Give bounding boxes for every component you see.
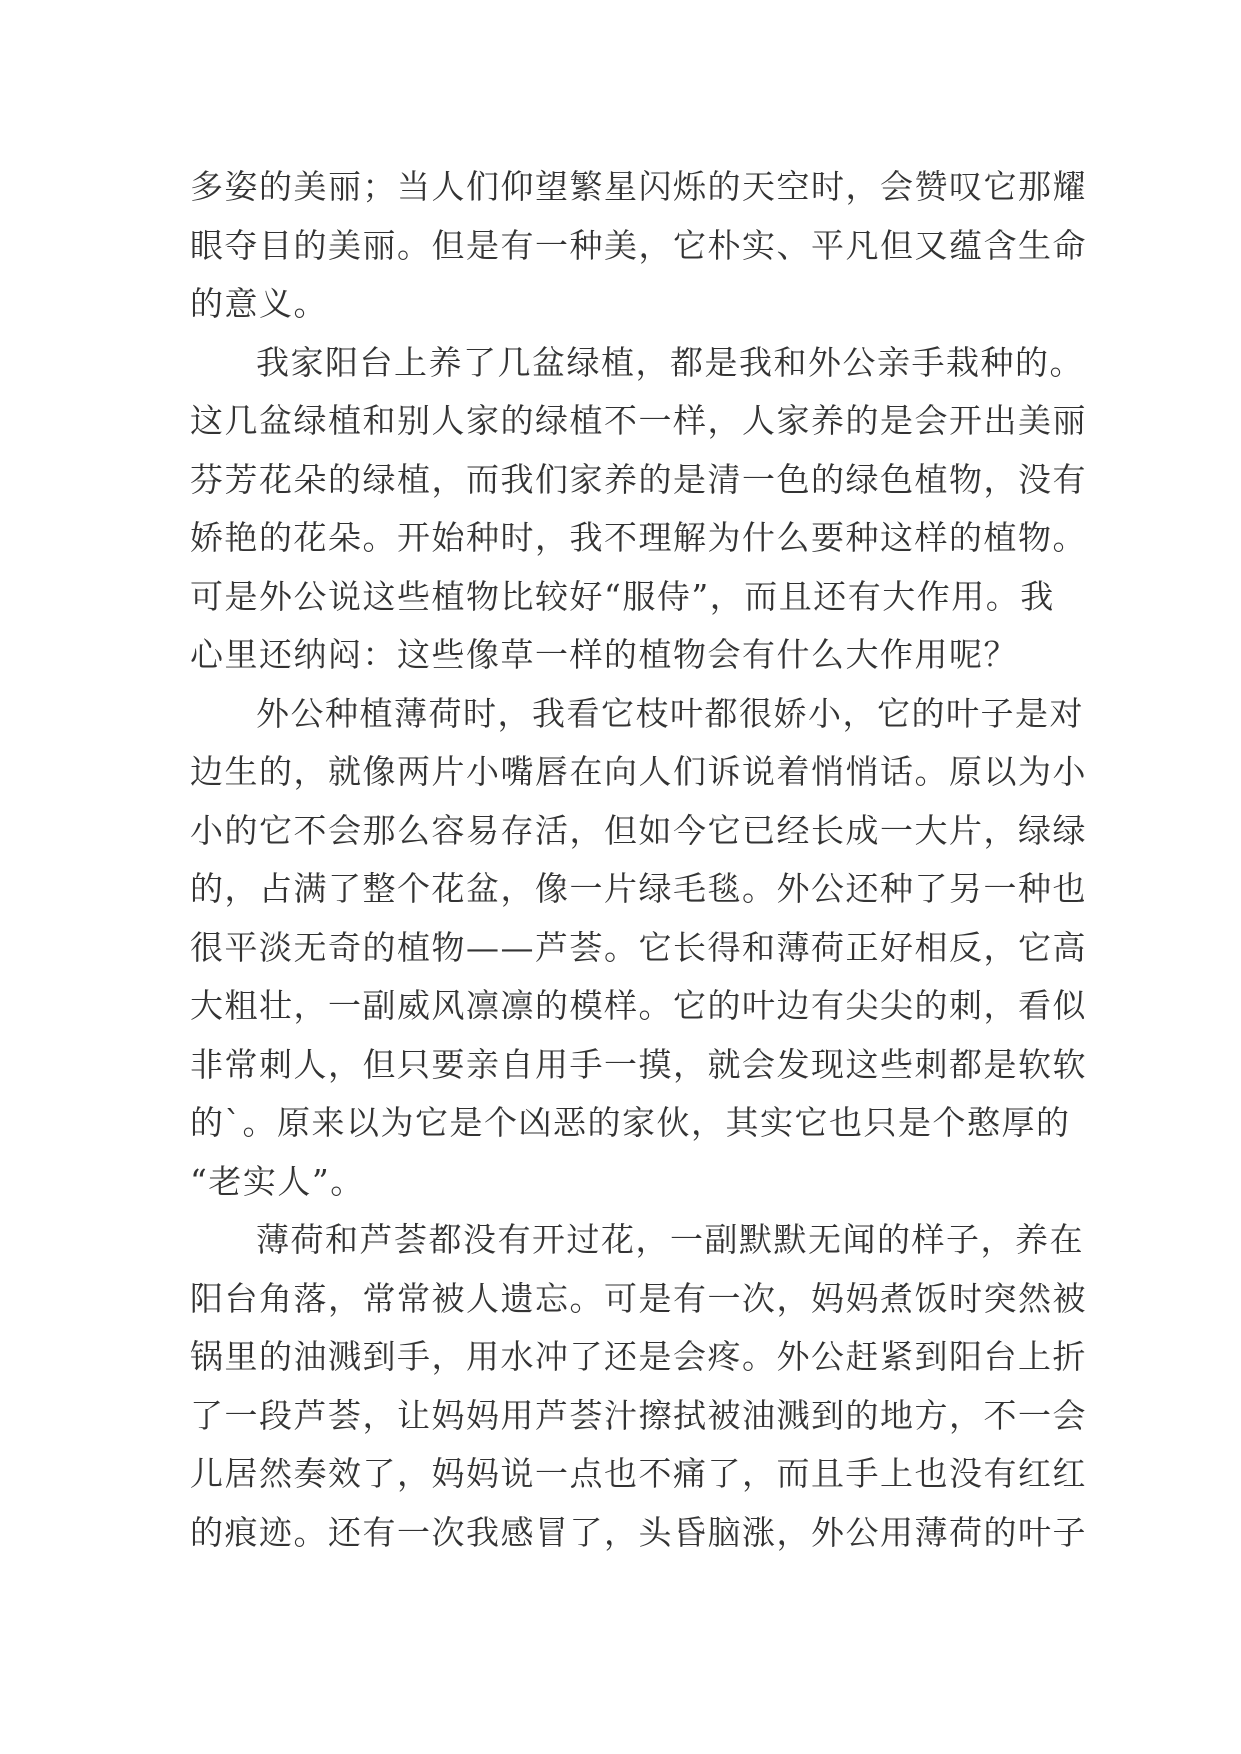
text-line: 心里还纳闷：这些像草一样的植物会有什么大作用呢？ <box>190 635 1018 674</box>
text-line: 的，占满了整个花盆，像一片绿毛毯。外公还种了另一种也 <box>190 869 1087 908</box>
text-line: 娇艳的花朵。开始种时，我不理解为什么要种这样的植物。 <box>190 518 1087 557</box>
text-line: 眼夺目的美丽。但是有一种美，它朴实、平凡但又蕴含生命 <box>190 225 1087 265</box>
text-line: 锅里的油溅到手，用水冲了还是会疼。外公赶紧到阳台上折 <box>190 1337 1087 1376</box>
text-line: 芬芳花朵的绿植，而我们家养的是清一色的绿色植物，没有 <box>190 459 1087 499</box>
text-line: 可是外公说这些植物比较好“服侍”，而且还有大作用。我 <box>190 576 1055 616</box>
text-line: “老实人”。 <box>190 1161 365 1201</box>
text-line: 多姿的美丽；当人们仰望繁星闪烁的天空时，会赞叹它那耀 <box>190 167 1087 206</box>
article-body <box>190 158 1087 1562</box>
paragraph-start-line: 薄荷和芦荟都没有开过花，一副默默无闻的样子，养在 <box>256 1220 1084 1259</box>
text-line: 了一段芦荟，让妈妈用芦荟汁擦拭被油溅到的地方，不一会 <box>190 1395 1087 1435</box>
text-line: 大粗壮，一副威风凛凛的模样。它的叶边有尖尖的刺，看似 <box>190 986 1087 1025</box>
text-line: 儿居然奏效了，妈妈说一点也不痛了，而且手上也没有红红 <box>190 1454 1087 1493</box>
text-line: 的`。原来以为它是个凶恶的家伙，其实它也只是个憨厚的 <box>190 1103 1071 1142</box>
paragraph-start-line: 外公种植薄荷时，我看它枝叶都很娇小，它的叶子是对 <box>256 693 1084 733</box>
text-line: 这几盆绿植和别人家的绿植不一样，人家养的是会开出美丽 <box>190 401 1087 440</box>
text-line: 阳台角落，常常被人遗忘。可是有一次，妈妈煮饭时突然被 <box>190 1278 1087 1318</box>
text-line: 的痕迹。还有一次我感冒了，头昏脑涨，外公用薄荷的叶子 <box>190 1512 1087 1552</box>
paragraph-start-line: 我家阳台上养了几盆绿植，都是我和外公亲手栽种的。 <box>256 342 1084 382</box>
text-line: 的意义。 <box>190 284 328 323</box>
text-line: 非常刺人，但只要亲自用手一摸，就会发现这些刺都是软软 <box>190 1044 1087 1084</box>
text-line: 很平淡无奇的植物——芦荟。它长得和薄荷正好相反，它高 <box>190 927 1087 967</box>
text-line: 小的它不会那么容易存活，但如今它已经长成一大片，绿绿 <box>190 810 1087 850</box>
text-line: 边生的，就像两片小嘴唇在向人们诉说着悄悄话。原以为小 <box>190 752 1087 791</box>
